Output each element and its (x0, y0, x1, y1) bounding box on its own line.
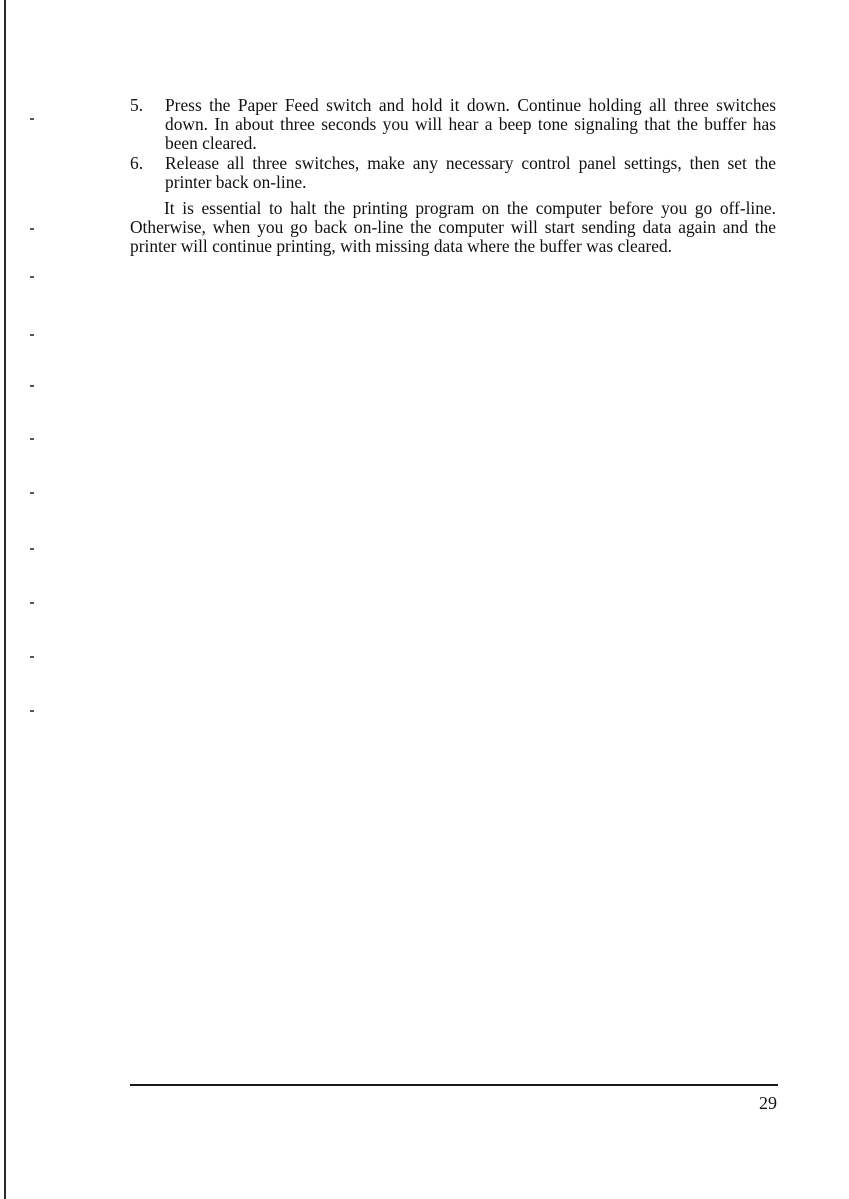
page-content (130, 96, 776, 257)
scan-artifact (30, 710, 34, 712)
scan-artifact (30, 602, 34, 604)
step-text: Press the Paper Feed switch and hold it down. Continue holding all three switches down. In about three seconds you will hear a beep tone signaling that the buffer has been cleared. (165, 95, 776, 154)
scan-artifact (30, 492, 34, 494)
scan-artifact (30, 438, 34, 440)
scan-artifact (30, 334, 34, 336)
scan-artifact (30, 118, 34, 120)
scan-artifact (30, 228, 34, 230)
scan-artifact (30, 656, 34, 658)
step-text: Release all three switches, make any necessary control panel settings, then set the printer back on-line. (165, 152, 776, 192)
scan-artifact (30, 385, 34, 387)
footer-rule (130, 1084, 778, 1086)
step-5 (130, 96, 776, 154)
page-binding-edge (4, 0, 6, 1199)
scan-artifact (30, 548, 34, 550)
body-paragraph: It is essential to halt the printing program on the computer before you go off-line. Otherwise, when you go back on-line the computer will start sending data again and the printer will continue printing, with missing data where the buffer was cleared. (130, 198, 776, 257)
scan-artifact (30, 276, 34, 278)
step-6 (130, 154, 776, 192)
step-number: 5. (130, 95, 144, 115)
step-number: 6. (130, 152, 144, 173)
page-number: 29 (759, 1093, 777, 1113)
